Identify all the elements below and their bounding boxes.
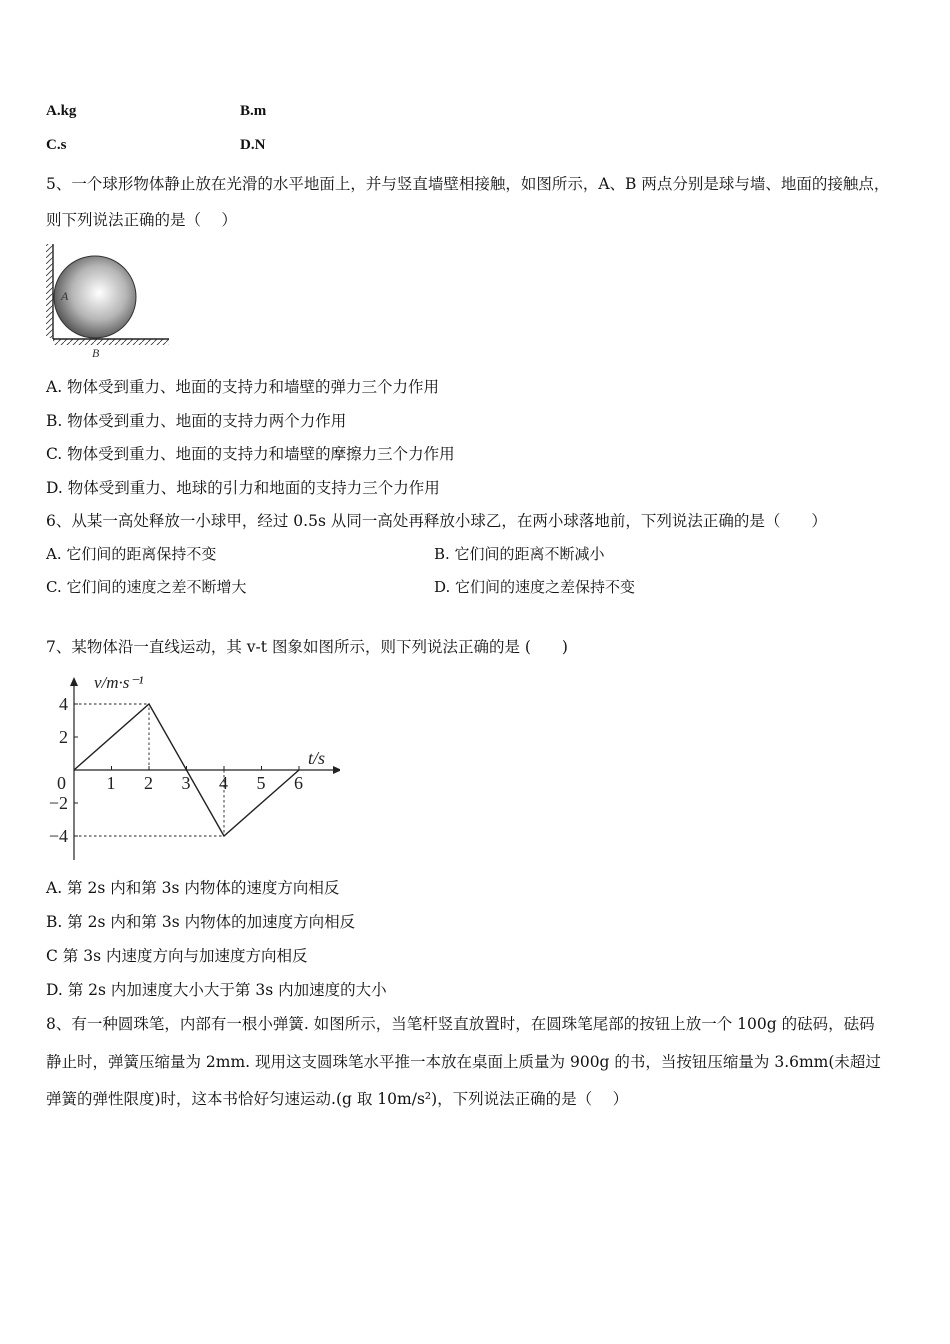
q5-ball-figure	[40, 240, 180, 362]
q6-stem: 6、从某一高处释放一小球甲，经过 0.5s 从同一高处再释放小球乙，在两小球落地前，下列说法正确的是（ ）	[46, 512, 827, 530]
q8-line3: 弹簧的弹性限度)时，这本书恰好匀速运动.(g 取 10m/s²)，下列说法正确的是（ ）	[46, 1090, 629, 1108]
x-axis-label: t/s	[308, 748, 326, 768]
x-tick-label: 5	[256, 773, 266, 793]
q6-option-d: D. 它们间的速度之差保持不变	[434, 578, 636, 596]
q5-option-b: B. 物体受到重力、地面的支持力两个力作用	[46, 412, 347, 430]
q4-option-a: A.kg	[46, 103, 77, 119]
x-tick-label: 6	[294, 773, 303, 793]
x-tick-label: 2	[144, 773, 153, 793]
x-tick-label: 3	[181, 773, 191, 793]
q6-option-b: B. 它们间的距离不断减小	[434, 545, 605, 563]
q7-vt-chart	[40, 664, 340, 864]
q7-option-c: C 第 3s 内速度方向与加速度方向相反	[46, 947, 308, 965]
q4-option-c: C.s	[46, 137, 67, 153]
q7-option-a: A. 第 2s 内和第 3s 内物体的速度方向相反	[46, 879, 340, 897]
label-a: A	[61, 289, 69, 303]
y-tick-label: 4	[59, 694, 68, 714]
y-tick-label: 2	[59, 727, 68, 747]
q4-option-b: B.m	[240, 103, 267, 119]
x-tick-label: 1	[106, 773, 116, 793]
wall-hatch	[46, 244, 53, 338]
y-axis-arrow	[70, 677, 78, 686]
q7-option-b: B. 第 2s 内和第 3s 内物体的加速度方向相反	[46, 913, 356, 931]
ground-hatch	[53, 339, 169, 345]
x-axis-arrow	[333, 766, 340, 774]
q6-option-c: C. 它们间的速度之差不断增大	[46, 578, 247, 596]
q5-option-a: A. 物体受到重力、地面的支持力和墙壁的弹力三个力作用	[46, 378, 440, 396]
q8-line2: 静止时，弹簧压缩量为 2mm. 现用这支圆珠笔水平推一本放在桌面上质量为 900g 的书，当按钮压缩量为 3.6mm(未超过	[46, 1053, 881, 1071]
x-tick-label: 0	[57, 773, 66, 793]
q5-stem-line1: 5、一个球形物体静止放在光滑的水平地面上，并与竖直墙壁相接触，如图所示，A、B 两点分别是球与墙、地面的接触点，	[46, 175, 890, 193]
y-tick-label: −2	[48, 793, 68, 813]
x-tick-label: 4	[219, 773, 228, 793]
q5-stem-line2: 则下列说法正确的是（ ）	[46, 211, 237, 229]
q8-line1: 8、有一种圆珠笔，内部有一根小弹簧. 如图所示，当笔杆竖直放置时，在圆珠笔尾部的按钮上放一个 100g 的砝码，砝码	[46, 1015, 875, 1033]
y-axis-label: v/m·s⁻¹	[94, 673, 144, 692]
y-tick-label: −4	[48, 826, 68, 846]
q5-option-c: C. 物体受到重力、地面的支持力和墙壁的摩擦力三个力作用	[46, 445, 455, 463]
q4-option-d: D.N	[240, 137, 266, 153]
q5-option-d: D. 物体受到重力、地球的引力和地面的支持力三个力作用	[46, 479, 440, 497]
q7-option-d: D. 第 2s 内加速度大小大于第 3s 内加速度的大小	[46, 981, 387, 999]
q7-stem: 7、某物体沿一直线运动，其 v-t 图象如图所示，则下列说法正确的是 ( )	[46, 638, 568, 656]
q6-option-a: A. 它们间的距离保持不变	[46, 545, 217, 563]
label-b: B	[92, 346, 100, 360]
